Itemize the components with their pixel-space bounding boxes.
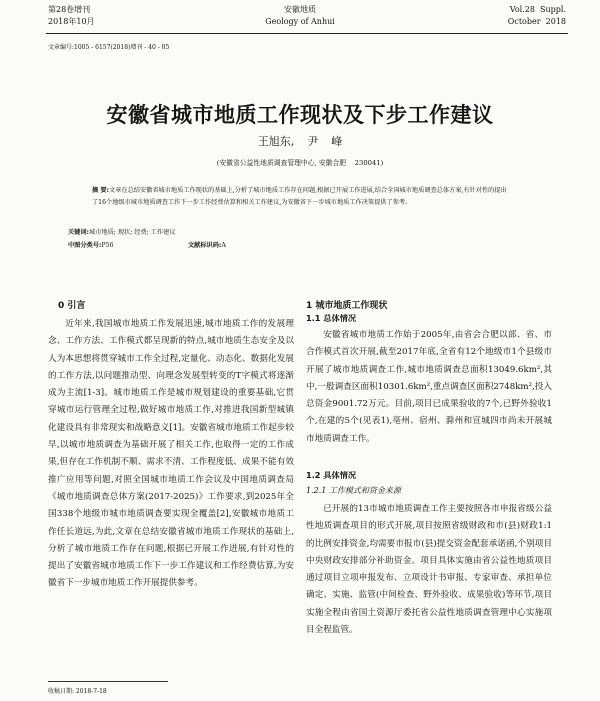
section-1-2-heading: 1.2 具体情况 xyxy=(306,470,357,480)
volume-cn: 第28卷增刊 xyxy=(48,5,91,14)
section-1-heading: 1 城市地质工作现状 xyxy=(306,301,388,311)
clc-label: 中图分类号: xyxy=(68,242,102,249)
abstract-text: 文章在总结安徽省城市地质工作现状的基础上,分析了城市地质工作存在问题,根据已开展工作进展,结合全国城市地质调查总体方案,有针对性的提出了16个地级市城市地质调查工作下一步工作经费估算和相关工作建议,为安徽省下一步城市地质工作决策提供了参考。 xyxy=(92,187,507,206)
date-cn: 2018年10月 xyxy=(48,17,95,26)
overview-paragraph: 安徽省城市地质工作始于2005年,由省会合肥以部、省、市合作模式首次开展,截至2017年底,全省有12个地级市1个县级市开展了城市地质调查工作,城市地质调查总面积13049.6km²,其中,一般调查区面积10301.6km²,重点调查区面积2748km²,投入总资金9001.72万元。目前,项目已成果验收的7个,已野外验收1个,在建的5个(见表1),亳州、宿州、滁州和宣城四市尚未开展城市地质调查工作。 xyxy=(306,330,552,444)
affiliation: (安徽省公益性地质调查管理中心, 安徽合肥 230041) xyxy=(216,159,384,167)
running-header-left xyxy=(48,4,95,28)
authors: 王旭东, 尹 峰 xyxy=(257,135,343,148)
running-header-right xyxy=(508,4,566,28)
keywords-label: 关键词: xyxy=(68,229,90,236)
section-1-1-heading: 1.1 总体情况 xyxy=(306,313,357,323)
funding-paragraph: 已开展的13市城市地质调查工作主要按照各市申报省级公益性地质调查项目的形式开展,项目按照省级财政和市(县)财政1:1的比例安排资金,均需要市报市(县)提交资金配套承诺函,个别项目中央财政安排部分补助资金。项目具体实施由省公益性地质项目通过项目立项申报发布、立项设计书审报、专家审查、承担单位确定、实施、监管(中间检查、野外验收、成果验收)等环节,项目实施全程由省国土资源厅委托省公益性地质调查管理中心实施项目全程监管。 xyxy=(306,504,552,636)
received-date: 收稿日期: 2018-7-18 xyxy=(48,688,107,695)
volume-en: Vol.28 Suppl. xyxy=(509,5,566,14)
running-header-center xyxy=(240,4,360,28)
classification-row xyxy=(68,240,488,249)
section-introduction-heading: 0 引言 xyxy=(58,301,86,311)
article-title: 安徽省城市地质工作现状及下步工作建议 xyxy=(106,103,494,127)
keywords-text: 城市地质; 现状; 经费; 工作建议 xyxy=(89,229,176,236)
journal-name-cn: 安徽地质 xyxy=(284,5,316,14)
footnote-divider xyxy=(48,681,168,682)
intro-paragraph: 近年来,我国城市地质工作发展迅速,城市地质工作的发展理念、工作方法、工作模式都呈现新的特点,城市地质生态安全及以人为本思想将贯穿城市工作全过程,定量化、动态化、数据化发展的工作方法,以问题推动型、向理念发展型转变的T字模式将逐渐成为主流[1-3]。城市地质工作是城市规划建设的重要基础,它贯穿城市运行管理全过程,做好城市地质工作,对推进我国新型城镇化建设具有非常现实和战略意义[1]。安徽省城市地质工作起步较早,以城市地质调查为基础开展了相关工作,也取得一定的工作成果,但存在工作机制不顺、需求不清、工作程度低、成果不能有效推广应用等问题,对照全国城市地质工作会议及中国地质调查局《城市地质调查总体方案(2017-2025)》工作要求,到2025年全国338个地级市城市地质调查要实现全覆盖[2],安徽城市地质工作任长道远,为此,文章在总结安徽省城市地质工作现状的基础上,分析了城市地质工作存在问题,根据已开展工作进展,有针对性的提出了安徽省城市地质工作下一步工作建议和工作经费估算,为安徽省下一步城市地质工作开展提供参考。 xyxy=(48,319,294,589)
left-column-body xyxy=(48,316,294,676)
abstract xyxy=(92,185,512,209)
right-column-funding xyxy=(306,501,552,676)
journal-name-en: Geology of Anhui xyxy=(265,17,335,26)
doc-code-label: 文献标识码: xyxy=(188,242,222,249)
keywords xyxy=(68,227,508,236)
clc-value: P56 xyxy=(101,242,114,249)
section-1-2-1-heading: 1.2.1 工作模式和资金来源 xyxy=(306,486,401,495)
date-en: October 2018 xyxy=(507,17,566,26)
article-number: 文章编号:1005 - 6157(2018)增刊 - 40 - 05 xyxy=(48,44,170,51)
abstract-label: 摘 要: xyxy=(92,187,110,194)
header-divider xyxy=(46,33,568,34)
doc-code-value: A xyxy=(221,242,226,249)
right-column-overview xyxy=(306,327,552,467)
